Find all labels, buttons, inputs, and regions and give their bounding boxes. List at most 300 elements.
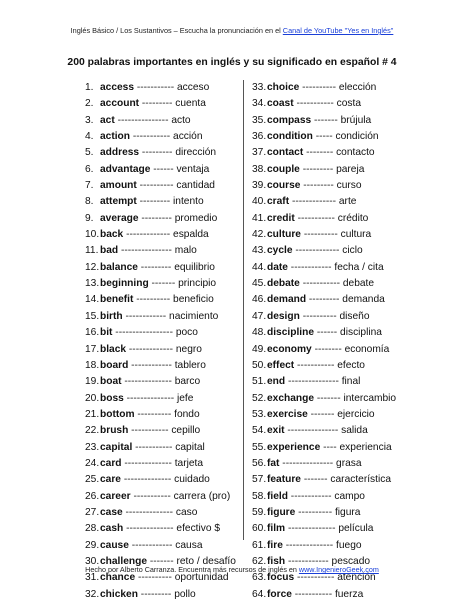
vocab-entry [252, 260, 412, 276]
entry-dashes: ---------- [303, 229, 338, 241]
entry-meaning: capital [175, 441, 205, 453]
entry-meaning: contacto [336, 147, 375, 159]
vocab-entry [252, 243, 412, 259]
entry-meaning: caso [175, 506, 198, 518]
vocab-entry [252, 162, 412, 178]
entry-word: date [267, 261, 288, 273]
entry-meaning: pollo [174, 588, 196, 600]
vocab-entry [85, 521, 235, 537]
entry-number: 62. [252, 555, 267, 567]
entry-dashes: ---------- [302, 82, 337, 93]
entry-meaning: principio [178, 278, 217, 290]
entry-meaning: característica [330, 474, 391, 486]
entry-meaning: beneficio [173, 294, 214, 306]
entry-dashes: ------ [316, 327, 338, 339]
entry-meaning: dirección [175, 147, 217, 159]
entry-meaning: intento [173, 196, 204, 208]
entry-meaning: pescado [331, 555, 371, 567]
entry-dashes: ------------ [131, 359, 172, 371]
page-title: 200 palabras importantes en inglés y su significado en español # 4 [67, 57, 397, 68]
vocabulary-list-right [252, 80, 412, 603]
entry-dashes: -------------- [287, 523, 336, 535]
entry-meaning: curso [336, 180, 362, 192]
entry-number: 38. [252, 163, 267, 175]
entry-number: 42. [252, 229, 267, 241]
entry-number: 64. [252, 588, 267, 600]
entry-number: 40. [252, 196, 267, 208]
entry-word: advantage [100, 163, 151, 175]
entry-meaning: ventaja [176, 163, 210, 175]
entry-dashes: -------------- [126, 523, 174, 535]
entry-number: 21. [85, 408, 100, 420]
entry-number: 22. [85, 425, 100, 437]
entry-number: 55. [252, 441, 267, 453]
entry-dashes: -------------- [125, 506, 174, 518]
entry-dashes: --------------- [120, 245, 172, 257]
entry-meaning: ejercicio [337, 408, 375, 420]
entry-word: couple [267, 163, 300, 175]
entry-word: board [100, 359, 129, 371]
entry-number: 59. [252, 506, 267, 518]
entry-word: exercise [267, 408, 308, 420]
entry-meaning: fuego [336, 539, 362, 551]
entry-meaning: atención [337, 572, 376, 584]
entry-number: 56. [252, 457, 267, 469]
vocab-entry [85, 276, 235, 292]
entry-word: capital [100, 441, 133, 453]
entry-dashes: --------- [140, 261, 172, 273]
entry-meaning: equilibrio [174, 261, 215, 273]
vocab-entry [252, 211, 412, 227]
entry-meaning: diseño [339, 310, 370, 322]
entry-number: 26. [85, 490, 100, 502]
vocab-entry [85, 292, 235, 308]
entry-dashes: -------------- [123, 474, 172, 486]
entry-word: back [100, 229, 124, 241]
vocab-entry [252, 407, 412, 423]
entry-dashes: ----------- [297, 359, 335, 371]
entry-number: 14. [85, 294, 100, 306]
entry-word: black [100, 343, 127, 355]
entry-number: 49. [252, 343, 267, 355]
entry-word: card [100, 457, 122, 469]
entry-word: attempt [100, 196, 137, 208]
entry-word: fat [267, 457, 280, 469]
vocab-entry [85, 129, 235, 145]
vocab-entry [85, 260, 235, 276]
entry-meaning: debate [342, 278, 375, 290]
entry-word: focus [267, 572, 295, 584]
vocab-entry [252, 587, 412, 603]
entry-word: course [267, 180, 301, 192]
entry-word: discipline [267, 327, 314, 339]
entry-number: 35. [252, 114, 267, 126]
entry-number: 51. [252, 376, 267, 388]
vocab-entry [252, 129, 412, 145]
entry-meaning: tarjeta [174, 457, 204, 469]
entry-word: average [100, 212, 139, 224]
entry-number: 28. [85, 523, 100, 535]
entry-number: 58. [252, 490, 267, 502]
vocab-entry [85, 309, 235, 325]
entry-number: 13. [85, 278, 100, 290]
entry-dashes: -------------- [126, 392, 175, 404]
entry-number: 29. [85, 539, 100, 551]
vocab-entry [252, 194, 412, 210]
entry-meaning: experiencia [339, 441, 392, 453]
vocab-entry [252, 113, 412, 129]
entry-meaning: economía [344, 343, 390, 355]
entry-word: fish [267, 555, 286, 567]
vocab-entry [252, 96, 412, 112]
entry-word: debate [267, 278, 300, 290]
entry-word: experience [267, 441, 321, 453]
entry-number: 34. [252, 98, 267, 110]
entry-word: action [100, 131, 131, 143]
entry-meaning: intercambio [343, 392, 397, 404]
entry-word: exchange [267, 392, 314, 404]
entry-word: economy [267, 343, 312, 355]
entry-word: brush [100, 425, 129, 437]
vocabulary-list-left [85, 80, 235, 603]
entry-dashes: -------------- [124, 457, 172, 469]
entry-number: 31. [85, 572, 100, 584]
entry-meaning: disciplina [340, 327, 382, 339]
vocab-entry [85, 472, 235, 488]
entry-dashes: ------------- [128, 343, 174, 355]
entry-meaning: acceso [177, 82, 210, 93]
vocab-entry [252, 292, 412, 308]
entry-dashes: -------- [314, 343, 342, 355]
vocab-entry [252, 145, 412, 161]
entry-number: 27. [85, 506, 100, 518]
entry-meaning: cepillo [171, 425, 201, 437]
entry-dashes: --------- [139, 196, 171, 208]
entry-word: career [100, 490, 131, 502]
entry-number: 15. [85, 310, 100, 322]
vocab-entry [252, 456, 412, 472]
entry-meaning: ciclo [342, 245, 363, 257]
vocab-entry [85, 538, 235, 554]
entry-dashes: ------ [153, 163, 174, 175]
entry-word: film [267, 523, 286, 535]
entry-word: exit [267, 425, 285, 437]
entry-number: 39. [252, 180, 267, 192]
entry-number: 44. [252, 261, 267, 273]
entry-number: 3. [85, 114, 94, 126]
entry-dashes: ----------- [302, 278, 341, 290]
entry-number: 41. [252, 212, 267, 224]
entry-meaning: carrera (pro) [173, 490, 231, 502]
vocab-entry [252, 178, 412, 194]
entry-meaning: cuidado [174, 474, 210, 486]
entry-meaning: tablero [174, 359, 206, 371]
entry-meaning: acto [171, 114, 191, 126]
entry-dashes: ------- [303, 474, 328, 486]
entry-dashes: --------------- [287, 425, 339, 437]
vocab-entry [252, 374, 412, 390]
entry-meaning: arte [338, 196, 357, 208]
entry-meaning: costa [336, 98, 361, 110]
entry-number: 32. [85, 588, 100, 600]
entry-number: 30. [85, 555, 100, 567]
entry-number: 25. [85, 474, 100, 486]
vocab-entry [252, 227, 412, 243]
entry-meaning: crédito [337, 212, 369, 224]
entry-number: 4. [85, 131, 94, 143]
vocab-entry [85, 489, 235, 505]
entry-number: 5. [85, 147, 94, 159]
vocab-entry [252, 80, 412, 96]
entry-dashes: ------- [151, 278, 176, 290]
entry-meaning: elección [338, 82, 377, 93]
entry-number: 23. [85, 441, 100, 453]
entry-number: 9. [85, 212, 94, 224]
vocab-entry [85, 211, 235, 227]
entry-meaning: acción [173, 131, 203, 143]
entry-dashes: ------- [316, 392, 341, 404]
entry-word: benefit [100, 294, 134, 306]
entry-dashes: ----------- [294, 588, 333, 600]
entry-dashes: --------------- [117, 114, 169, 126]
entry-word: cash [100, 523, 124, 535]
entry-meaning: poco [175, 327, 198, 339]
vocab-entry [85, 243, 235, 259]
entry-number: 61. [252, 539, 267, 551]
entry-dashes: ------------- [291, 196, 337, 208]
entry-dashes: --------- [302, 163, 334, 175]
entry-dashes: --------------- [282, 457, 334, 469]
vocab-entry [85, 587, 235, 603]
entry-dashes: ------------- [295, 245, 340, 257]
entry-word: access [100, 82, 134, 93]
entry-dashes: ------------ [290, 261, 332, 273]
entry-dashes: ----------- [132, 131, 171, 143]
entry-meaning: jefe [176, 392, 194, 404]
vocab-entry [85, 145, 235, 161]
entry-number: 47. [252, 310, 267, 322]
entry-meaning: campo [334, 490, 365, 502]
entry-dashes: ---------- [298, 506, 333, 518]
entry-meaning: figura [334, 506, 361, 518]
vocab-entry [252, 472, 412, 488]
entry-number: 11. [85, 245, 99, 257]
entry-dashes: -------- [306, 147, 334, 159]
entry-meaning: final [341, 376, 361, 388]
entry-number: 1. [85, 82, 94, 93]
vocab-entry [252, 423, 412, 439]
entry-number: 2. [85, 98, 94, 110]
entry-number: 45. [252, 278, 267, 290]
entry-meaning: oportunidad [174, 572, 229, 584]
entry-dashes: ----------------- [115, 327, 173, 339]
entry-number: 18. [85, 359, 100, 371]
entry-word: coast [267, 98, 294, 110]
vocab-entry [252, 391, 412, 407]
vocab-entry [252, 358, 412, 374]
entry-number: 63. [252, 572, 267, 584]
entry-word: condition [267, 131, 313, 143]
entry-dashes: --------------- [287, 376, 339, 388]
vocab-entry [85, 358, 235, 374]
entry-word: bottom [100, 408, 135, 420]
entry-meaning: barco [174, 376, 201, 388]
entry-dashes: ----------- [133, 490, 171, 502]
entry-meaning: pareja [336, 163, 365, 175]
entry-meaning: grasa [336, 457, 362, 469]
entry-dashes: ----------- [135, 441, 173, 453]
entry-word: compass [267, 114, 312, 126]
entry-number: 10. [85, 229, 100, 241]
entry-dashes: -------------- [285, 539, 334, 551]
entry-meaning: promedio [174, 212, 218, 224]
entry-word: field [267, 490, 288, 502]
entry-meaning: efectivo $ [176, 523, 221, 535]
entry-dashes: ---- [323, 441, 337, 453]
vocab-entry [85, 96, 235, 112]
vocab-entry [252, 325, 412, 341]
entry-meaning: espalda [173, 229, 209, 241]
vocab-entry [85, 423, 235, 439]
entry-number: 6. [85, 163, 94, 175]
entry-word: boss [100, 392, 124, 404]
entry-word: choice [267, 82, 300, 93]
vocab-entry [85, 342, 235, 358]
entry-meaning: película [338, 523, 374, 535]
entry-dashes: ---------- [139, 180, 174, 192]
entry-number: 16. [85, 327, 100, 339]
entry-dashes: ----------- [296, 98, 334, 110]
vocab-entry [85, 407, 235, 423]
entry-word: feature [267, 474, 301, 486]
entry-number: 33. [252, 82, 267, 93]
website-link[interactable]: www.IngenieroGeek.com [298, 565, 379, 574]
page-header [0, 26, 464, 35]
entry-dashes: ---------- [136, 294, 171, 306]
entry-meaning: fondo [174, 408, 200, 420]
entry-word: credit [267, 212, 295, 224]
entry-number: 46. [252, 294, 267, 306]
entry-word: bit [100, 327, 113, 339]
entry-dashes: ---------- [137, 408, 172, 420]
entry-dashes: ----- [315, 131, 333, 143]
entry-word: culture [267, 229, 301, 241]
entry-number: 8. [85, 196, 94, 208]
vocab-entry [85, 505, 235, 521]
entry-word: cycle [267, 245, 293, 257]
footer-text: Hecho por Alberto Carranza. Encuentra más recursos de inglés en [85, 565, 299, 574]
entry-word: figure [267, 506, 296, 518]
entry-word: cause [100, 539, 129, 551]
vocab-entry [252, 276, 412, 292]
entry-word: chance [100, 572, 136, 584]
entry-dashes: ------------- [126, 229, 171, 241]
page-footer [0, 565, 464, 574]
vocab-entry [252, 521, 412, 537]
entry-dashes: ------- [310, 408, 335, 420]
entry-number: 60. [252, 523, 267, 535]
vocab-entry [252, 489, 412, 505]
vocab-entry [252, 309, 412, 325]
entry-word: care [100, 474, 121, 486]
entry-word: fire [267, 539, 283, 551]
entry-meaning: efecto [337, 359, 365, 371]
entry-dashes: -------------- [124, 376, 172, 388]
entry-meaning: causa [175, 539, 203, 551]
entry-word: amount [100, 180, 137, 192]
entry-meaning: malo [174, 245, 197, 257]
entry-number: 54. [252, 425, 267, 437]
entry-number: 53. [252, 408, 267, 420]
entry-number: 36. [252, 131, 267, 143]
entry-word: end [267, 376, 286, 388]
entry-meaning: salida [341, 425, 368, 437]
entry-word: balance [100, 261, 138, 273]
vocab-entry [85, 178, 235, 194]
vocab-entry [85, 162, 235, 178]
entry-word: demand [267, 294, 307, 306]
header-text: Inglés Básico / Los Sustantivos – Escucha la pronunciación en el [70, 26, 283, 35]
entry-word: challenge [100, 555, 147, 567]
entry-number: 20. [85, 392, 100, 404]
entry-dashes: --------- [141, 212, 172, 224]
entry-number: 52. [252, 392, 267, 404]
vocab-entry [85, 194, 235, 210]
entry-dashes: ----------- [297, 572, 335, 584]
entry-meaning: brújula [340, 114, 372, 126]
entry-number: 12. [85, 261, 100, 273]
entry-meaning: nacimiento [169, 310, 219, 322]
entry-word: act [100, 114, 115, 126]
vocab-entry [85, 391, 235, 407]
entry-dashes: ----------- [297, 212, 335, 224]
entry-meaning: fecha / cita [334, 261, 384, 273]
entry-number: 7. [85, 180, 94, 192]
entry-dashes: --------- [308, 294, 340, 306]
entry-dashes: ------------ [290, 490, 332, 502]
column-divider [243, 80, 244, 540]
entry-dashes: ---------- [302, 310, 337, 322]
entry-meaning: reto / desafío [176, 555, 236, 567]
vocab-entry [252, 538, 412, 554]
entry-dashes: --------- [141, 98, 173, 110]
vocab-entry [85, 374, 235, 390]
entry-number: 57. [252, 474, 267, 486]
entry-dashes: --------- [140, 588, 172, 600]
entry-dashes: ---------- [137, 572, 172, 584]
entry-word: address [100, 147, 140, 159]
entry-word: account [100, 98, 140, 110]
entry-word: boat [100, 376, 122, 388]
entry-word: beginning [100, 278, 149, 290]
youtube-channel-link[interactable]: Canal de YouTube "Yes en Inglés" [282, 26, 394, 35]
entry-dashes: --------- [303, 180, 334, 192]
entry-number: 17. [85, 343, 100, 355]
entry-number: 50. [252, 359, 267, 371]
entry-dashes: --------- [141, 147, 173, 159]
vocab-entry [85, 113, 235, 129]
entry-word: chicken [100, 588, 138, 600]
vocab-entry [85, 440, 235, 456]
vocab-entry [85, 325, 235, 341]
entry-meaning: cuenta [175, 98, 206, 110]
entry-word: birth [100, 310, 123, 322]
entry-dashes: ------- [314, 114, 338, 126]
entry-meaning: condición [335, 131, 379, 143]
entry-word: craft [267, 196, 290, 208]
vocab-entry [252, 440, 412, 456]
entry-meaning: cultura [340, 229, 372, 241]
